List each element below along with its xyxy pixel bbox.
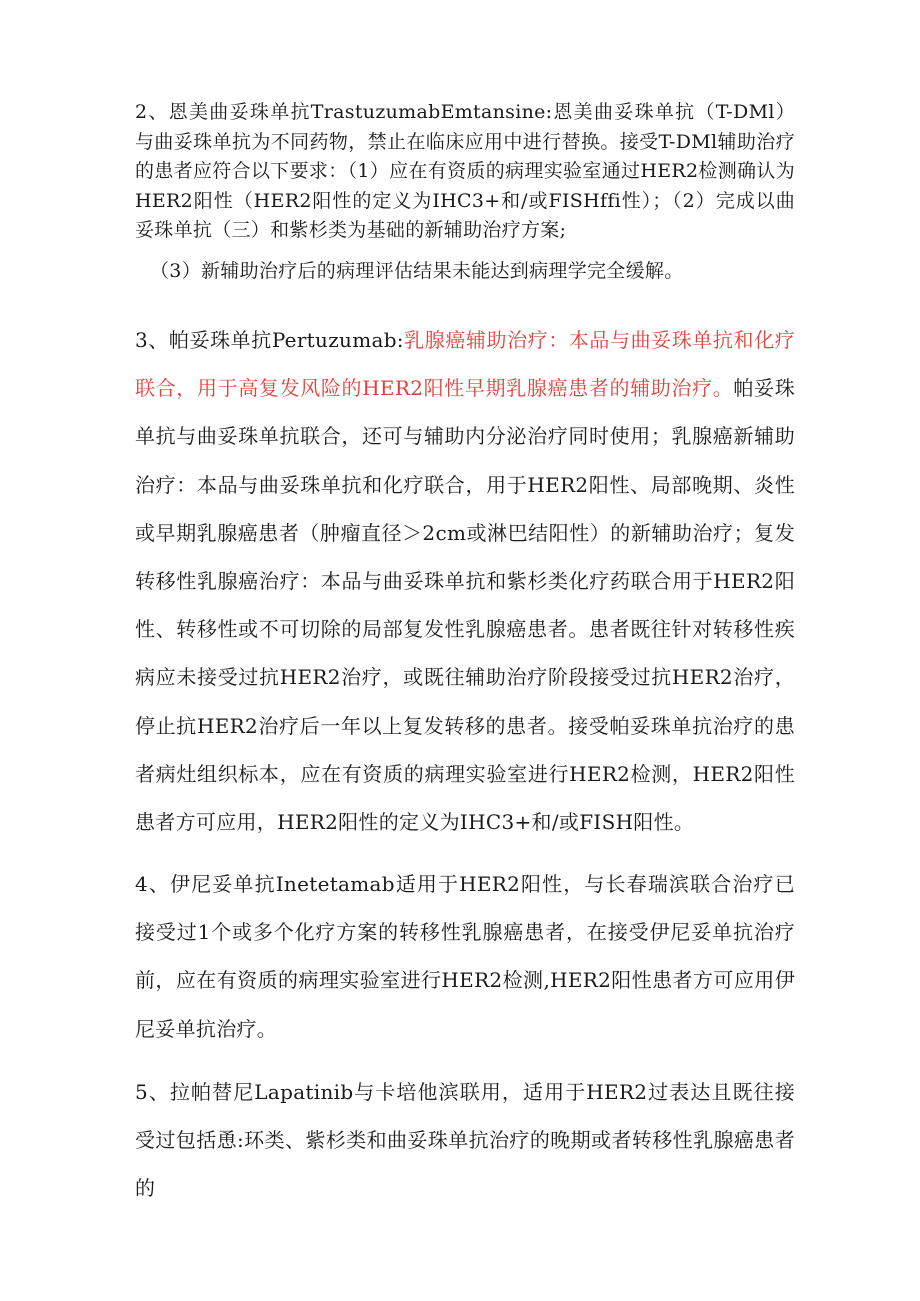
- highlighted-indication: 乳腺癌辅助治疗：本品与曲妥珠单抗和化疗联合，用于高复发风险的HER2阳性早期乳腺癌患者的辅助治疗。: [135, 328, 795, 401]
- paragraph-trastuzumab-emtansine: 2、恩美曲妥珠单抗TrastuzumabEmtansine:恩美曲妥珠单抗（T-DMl）与曲妥珠单抗为不同药物，禁止在临床应用中进行替换。接受T-DMl辅助治疗的患者应符合以下要求：（1）应在有资质的病理实验室通过HER2检测确认为HER2阳性（HER2阳性的定义为IHC3+和/或FISHffi性）；（2）完成以曲妥珠单抗（三）和紫杉类为基础的新辅助治疗方案;: [135, 101, 795, 241]
- pertuzumab-heading: 3、帕妥珠单抗Pertuzumab:: [135, 328, 404, 352]
- paragraph-pertuzumab: [135, 316, 795, 846]
- paragraph-inetetamab: 4、伊尼妥单抗Inetetamab适用于HER2阳性，与长春瑞滨联合治疗已接受过1个或多个化疗方案的转移性乳腺癌患者，在接受伊尼妥单抗治疗前，应在有资质的病理实验室进行HER2检测,HER2阳性患者方可应用伊尼妥单抗治疗。: [135, 872, 795, 1041]
- pertuzumab-details: 帕妥珠单抗与曲妥珠单抗联合，还可与辅助内分泌治疗同时使用；乳腺癌新辅助治疗：本品与曲妥珠单抗和化疗联合，用于HER2阳性、局部晚期、炎性或早期乳腺癌患者（肿瘤直径＞2cm或淋巴结阳性）的新辅助治疗；复发转移性乳腺癌治疗：本品与曲妥珠单抗和紫杉类化疗药联合用于HER2阳性、转移性或不可切除的局部复发性乳腺癌患者。患者既往针对转移性疾病应未接受过抗HER2治疗，或既往辅助治疗阶段接受过抗HER2治疗，停止抗HER2治疗后一年以上复发转移的患者。接受帕妥珠单抗治疗的患者病灶组织标本，应在有资质的病理实验室进行HER2检测，HER2阳性患者方可应用，HER2阳性的定义为IHC3+和/或FISH阳性。: [135, 376, 795, 835]
- paragraph-lapatinib: 5、拉帕替尼Lapatinib与卡培他滨联用，适用于HER2过表达且既往接受过包括恿:环类、紫杉类和曲妥珠单抗治疗的晚期或者转移性乳腺癌患者的: [135, 1080, 795, 1201]
- paragraph-criterion-3: （3）新辅助治疗后的病理评估结果未能达到病理学完全缓解。: [150, 260, 684, 282]
